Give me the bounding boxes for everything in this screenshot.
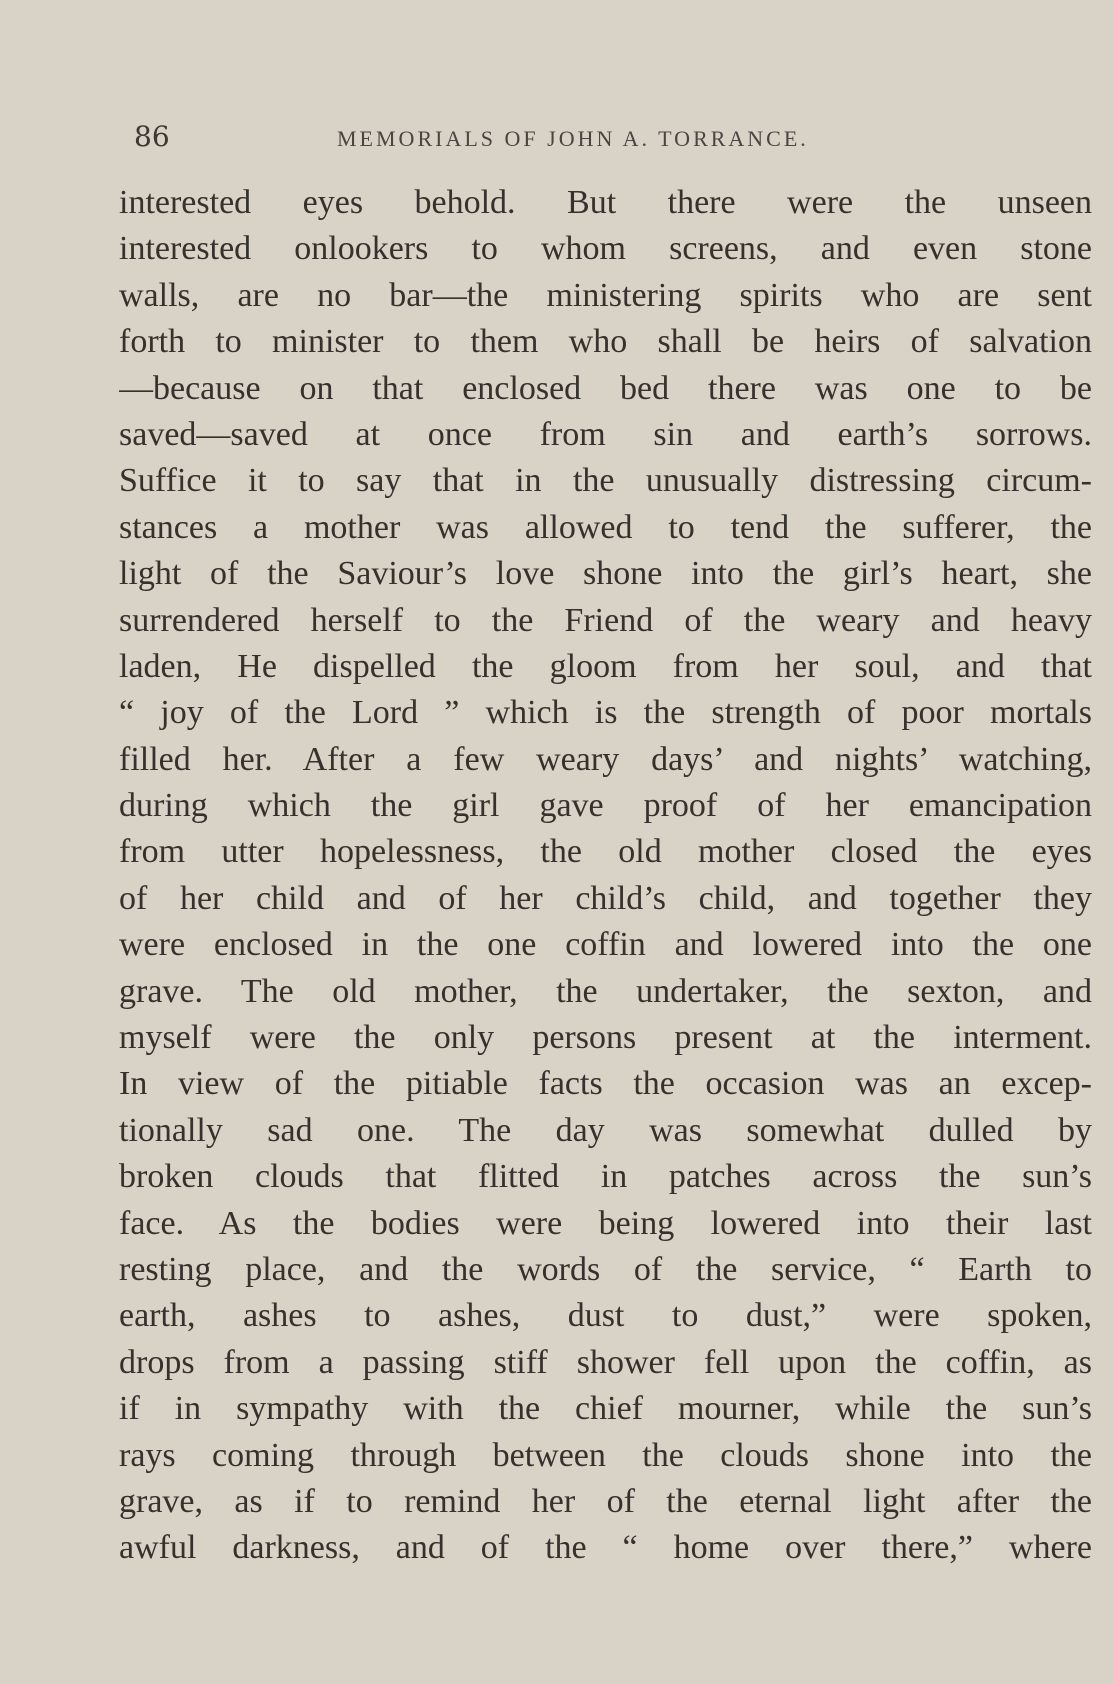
text-line: walls, are no bar—the ministering spirits who are sent <box>119 276 1092 314</box>
text-line: —because on that enclosed bed there was one to be <box>119 369 1092 407</box>
text-line: earth, ashes to ashes, dust to dust,” were spoken, <box>119 1297 1092 1335</box>
text-line: surrendered herself to the Friend of the weary and heavy <box>119 601 1092 639</box>
text-line: saved—saved at once from sin and earth’s sorrows. <box>119 415 1092 453</box>
text-line: myself were the only persons present at the interment. <box>119 1019 1092 1057</box>
text-line: interested eyes behold. But there were the unseen <box>119 184 1092 221</box>
running-title: MEMORIALS OF JOHN A. TORRANCE. <box>337 126 809 151</box>
text-line: drops from a passing stiff shower fell upon the coffin, as <box>119 1343 1092 1381</box>
text-line: interested onlookers to whom screens, and even stone <box>119 230 1092 268</box>
text-line: if in sympathy with the chief mourner, while the sun’s <box>119 1390 1092 1428</box>
text-line: filled her. After a few weary days’ and nights’ watching, <box>119 740 1092 778</box>
text-line: laden, He dispelled the gloom from her soul, and that <box>119 647 1092 685</box>
text-line: “ joy of the Lord ” which is the strength of poor mortals <box>119 694 1092 732</box>
text-line: of her child and of her child’s child, and together they <box>119 879 1092 917</box>
text-line: were enclosed in the one coffin and lowered into the one <box>119 926 1092 964</box>
text-line: face. As the bodies were being lowered into their last <box>119 1204 1092 1242</box>
body-text <box>119 180 1092 1572</box>
text-line: Suffice it to say that in the unusually distressing circum- <box>119 462 1092 500</box>
text-line: during which the girl gave proof of her emancipation <box>119 787 1092 825</box>
text-line: grave. The old mother, the undertaker, the sexton, and <box>119 972 1092 1010</box>
page-number: 86 <box>134 120 170 153</box>
text-line: broken clouds that flitted in patches across the sun’s <box>119 1158 1092 1196</box>
text-line: In view of the pitiable facts the occasion was an excep- <box>119 1065 1092 1103</box>
text-line: resting place, and the words of the service, “ Earth to <box>119 1250 1092 1288</box>
text-line: tionally sad one. The day was somewhat dulled by <box>119 1111 1092 1149</box>
text-line: from utter hopelessness, the old mother closed the eyes <box>119 833 1092 871</box>
text-line: awful darkness, and of the “ home over there,” where <box>119 1529 1092 1567</box>
text-line: forth to minister to them who shall be heirs of salvation <box>119 323 1092 361</box>
text-line: rays coming through between the clouds shone into the <box>119 1436 1092 1474</box>
text-line: light of the Saviour’s love shone into the girl’s heart, she <box>119 555 1092 593</box>
text-line: grave, as if to remind her of the eternal light after the <box>119 1482 1092 1520</box>
text-line: stances a mother was allowed to tend the sufferer, the <box>119 508 1092 546</box>
